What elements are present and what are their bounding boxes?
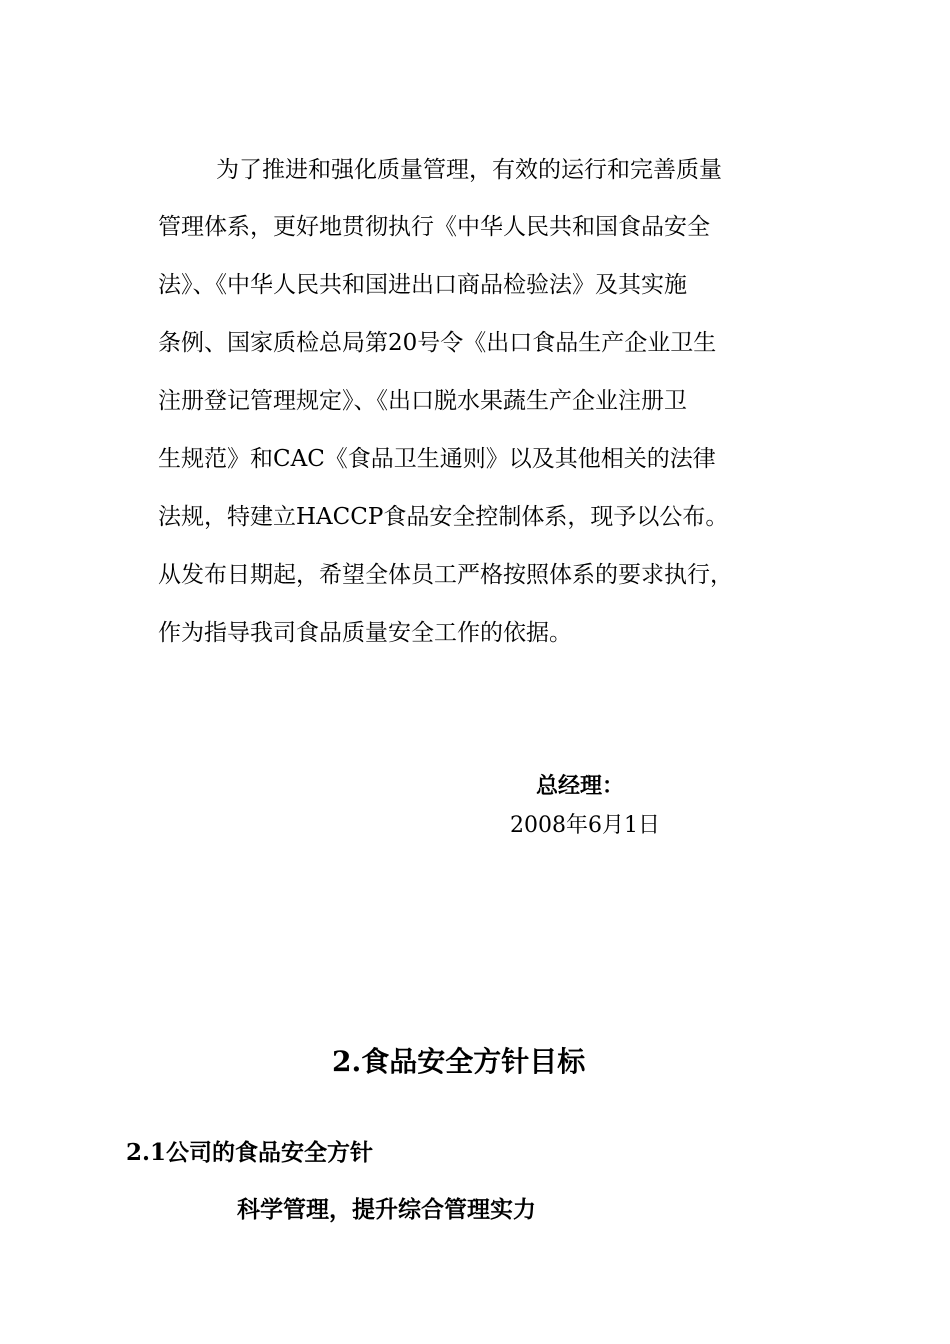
policy-text: 科学管理，提升综合管理实力 <box>237 1196 536 1223</box>
paragraph-line: 注册登记管理规定》、《出口脱水果蔬生产企业注册卫 <box>158 388 687 414</box>
paragraph-line: 为了推进和强化质量管理，有效的运行和完善质量 <box>216 157 722 183</box>
section-subheading: 2.1公司的食品安全方针 <box>126 1139 374 1166</box>
paragraph-line: 作为指导我司食品质量安全工作的依据。 <box>158 620 572 646</box>
paragraph-line: 管理体系，更好地贯彻执行《中华人民共和国食品安全 <box>158 214 710 240</box>
paragraph-line: 法规，特建立HACCP食品安全控制体系，现予以公布。 <box>158 504 729 530</box>
paragraph-line: 条例、国家质检总局第20号令《出口食品生产企业卫生 <box>158 330 717 356</box>
section-heading: 2.食品安全方针目标 <box>332 1045 586 1078</box>
paragraph-line: 法》、《中华人民共和国进出口商品检验法》及其实施 <box>158 272 687 298</box>
paragraph-line: 从发布日期起，希望全体员工严格按照体系的要求执行， <box>158 562 733 588</box>
signature-title: 总经理： <box>536 773 625 799</box>
paragraph-line: 生规范》和CAC《食品卫生通则》以及其他相关的法律 <box>158 446 716 472</box>
signature-date: 2008年6月1日 <box>510 813 660 838</box>
